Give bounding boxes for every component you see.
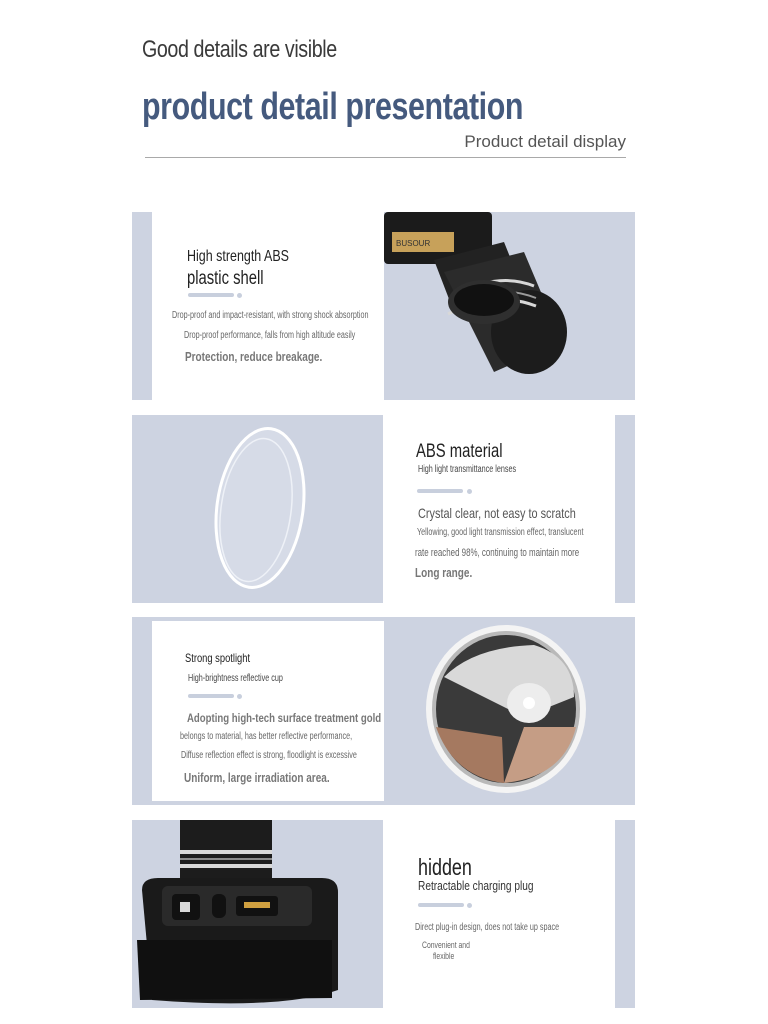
section-abs-material — [132, 415, 635, 603]
accent-pill — [417, 489, 463, 493]
section-closing: Protection, reduce breakage. — [185, 350, 323, 364]
section-line: belongs to material, has better reflective performance, — [180, 731, 353, 742]
accent-dot — [467, 489, 472, 494]
section-heading: ABS material — [416, 441, 503, 462]
section-subheading: Retractable charging plug — [418, 878, 534, 893]
section-heading: Strong spotlight — [185, 651, 251, 665]
page-title: product detail presentation — [142, 86, 524, 128]
accent-pill — [188, 293, 234, 297]
card-notch — [152, 695, 164, 723]
section-card — [383, 820, 615, 1008]
section-subheading: High-brightness reflective cup — [188, 673, 283, 684]
section-line: flexible — [433, 951, 455, 962]
accent-dot — [467, 903, 472, 908]
reflector-cup-icon — [384, 617, 635, 805]
section-heading: hidden — [418, 854, 472, 880]
accent-pill — [188, 694, 234, 698]
section-heading-second: plastic shell — [187, 268, 264, 289]
section-line: Drop-proof performance, falls from high altitude easily — [184, 330, 356, 341]
card-notch — [152, 290, 164, 318]
page-subtitle: Product detail display — [464, 132, 626, 151]
section-line: Convenient and — [422, 940, 470, 951]
section-emphasis: Crystal clear, not easy to scratch — [418, 505, 576, 521]
section-line: Direct plug-in design, does not take up space — [415, 922, 560, 933]
card-notch — [603, 898, 615, 926]
section-closing: Uniform, large irradiation area. — [184, 771, 330, 785]
section-line: Diffuse reflection effect is strong, floodlight is excessive — [181, 750, 357, 761]
accent-dot — [237, 694, 242, 699]
section-card — [152, 212, 384, 400]
charging-port-icon — [132, 820, 383, 1008]
section-closing: Long range. — [415, 566, 473, 580]
page-tagline: Good details are visible — [142, 36, 337, 63]
svg-text:BUSOUR: BUSOUR — [396, 239, 431, 248]
section-emphasis: Adopting high-tech surface treatment gold — [187, 711, 382, 725]
header-divider — [145, 157, 626, 158]
section-heading: High strength ABS — [187, 248, 289, 265]
clear-lens-icon — [132, 415, 383, 603]
card-notch — [603, 495, 615, 523]
section-line: rate reached 98%, continuing to maintain more — [415, 547, 580, 559]
section-hidden-plug — [132, 820, 635, 1008]
headlamp-lens-icon — [384, 212, 635, 400]
accent-dot — [237, 293, 242, 298]
section-abs-shell — [132, 212, 635, 400]
accent-pill — [418, 903, 464, 907]
section-line: Drop-proof and impact-resistant, with strong shock absorption — [172, 310, 369, 321]
section-spotlight — [132, 617, 635, 805]
section-line: Yellowing, good light transmission effect, translucent — [417, 527, 584, 538]
section-subheading: High light transmittance lenses — [418, 464, 517, 475]
